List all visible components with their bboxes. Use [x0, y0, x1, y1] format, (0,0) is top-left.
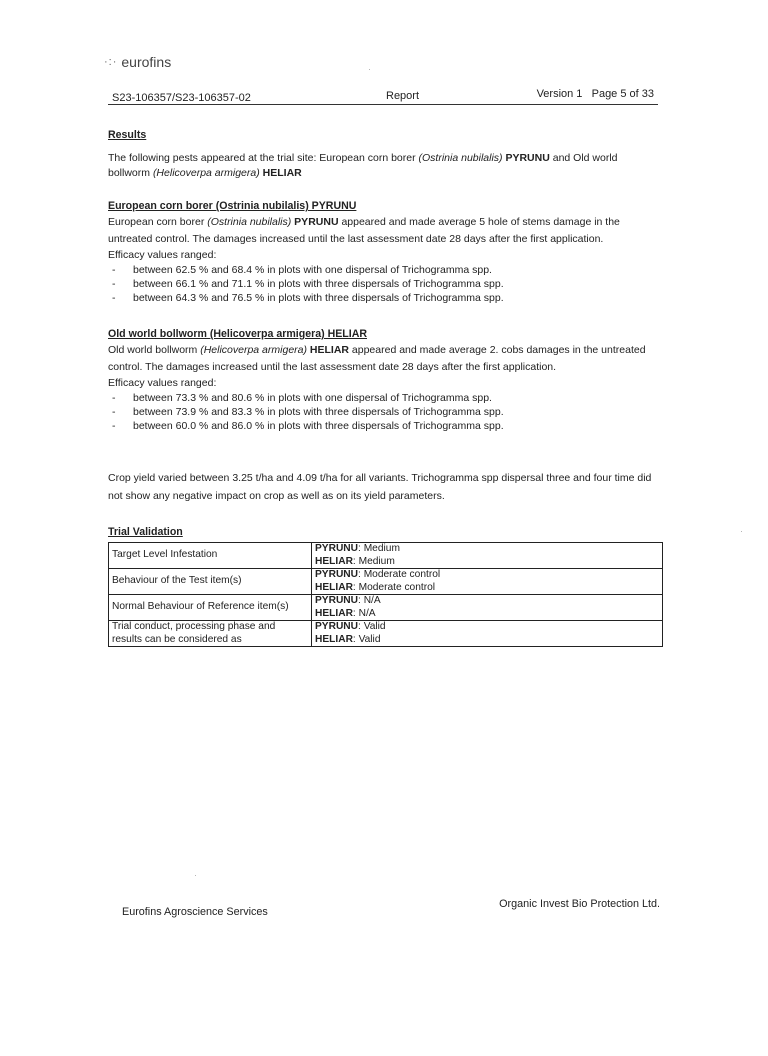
bollworm-efficacy-list [108, 391, 660, 433]
corn-borer-efficacy-list [108, 263, 660, 305]
bollworm-efficacy-label: Efficacy values ranged: [108, 377, 217, 389]
list-item: - between 62.5 % and 68.4 % in plots with one dispersal of Trichogramma spp. [108, 263, 660, 277]
result-cell: PYRUNU: Valid HELIAR: Valid [312, 621, 663, 647]
list-item: - between 64.3 % and 76.5 % in plots with three dispersals of Trichogramma spp. [108, 291, 660, 305]
footer-right: Organic Invest Bio Protection Ltd. [499, 898, 660, 910]
page-number: Page 5 of 33 [591, 88, 654, 100]
results-intro: The following pests appeared at the trial site: European corn borer (Ostrinia nubilalis) PYRUNU and Old world bollworm (Helicoverpa armigera) HELIAR [108, 152, 618, 179]
bollworm-description: Old world bollworm (Helicoverpa armigera) HELIAR appeared and made average 2. cobs damages in the untreated control. The damages increased until the last assessment date 28 days after the first application. [108, 344, 646, 373]
criterion-cell: Trial conduct, processing phase and results can be considered as [109, 621, 312, 647]
scan-speck: · [740, 526, 743, 536]
corn-borer-efficacy-label: Efficacy values ranged: [108, 249, 217, 261]
results-heading: Results [108, 129, 147, 141]
report-reference: S23-106357/S23-106357-02 [112, 92, 251, 104]
report-body [108, 128, 660, 647]
corn-borer-heading: European corn borer (Ostrinia nubilalis) PYRUNU [108, 200, 357, 212]
crop-yield-paragraph: Crop yield varied between 3.25 t/ha and 4.09 t/ha for all variants. Trichogramma spp dispersal three and four time did not show any negative impact on crop as well as on its yield parameters. [108, 472, 652, 502]
table-row [109, 595, 663, 621]
table-row [109, 569, 663, 595]
result-cell: PYRUNU: Medium HELIAR: Medium [312, 543, 663, 569]
trial-validation-table [108, 542, 663, 647]
version-page [537, 88, 654, 100]
criterion-cell: Normal Behaviour of Reference item(s) [109, 595, 312, 621]
bollworm-heading: Old world bollworm (Helicoverpa armigera) HELIAR [108, 328, 368, 340]
result-cell: PYRUNU: N/A HELIAR: N/A [312, 595, 663, 621]
list-item: - between 60.0 % and 86.0 % in plots with three dispersals of Trichogramma spp. [108, 419, 660, 433]
criterion-cell: Target Level Infestation [109, 543, 312, 569]
result-cell: PYRUNU: Moderate control HELIAR: Moderate control [312, 569, 663, 595]
trial-validation-heading: Trial Validation [108, 526, 183, 538]
list-item: - between 66.1 % and 71.1 % in plots with three dispersals of Trichogramma spp. [108, 277, 660, 291]
eurofins-logo [104, 54, 171, 70]
eurofins-logo-text: eurofins [121, 54, 172, 70]
table-row [109, 621, 663, 647]
scan-speck: · [194, 870, 197, 880]
scan-speck: · [368, 64, 371, 74]
footer-left: Eurofins Agroscience Services [122, 906, 268, 918]
list-item: - between 73.9 % and 83.3 % in plots with three dispersals of Trichogramma spp. [108, 405, 660, 419]
version-label: Version 1 [536, 88, 583, 100]
table-row [109, 543, 663, 569]
criterion-cell: Behaviour of the Test item(s) [109, 569, 312, 595]
document-type: Report [386, 90, 420, 102]
list-item: - between 73.3 % and 80.6 % in plots with one dispersal of Trichogramma spp. [108, 391, 660, 405]
page-header [108, 88, 658, 105]
corn-borer-description: European corn borer (Ostrinia nubilalis) PYRUNU appeared and made average 5 hole of stems damage in the untreated control. The damages increased until the last assessment date 28 days after the first application. [108, 216, 620, 245]
eurofins-logo-icon: ·:· [104, 56, 118, 68]
